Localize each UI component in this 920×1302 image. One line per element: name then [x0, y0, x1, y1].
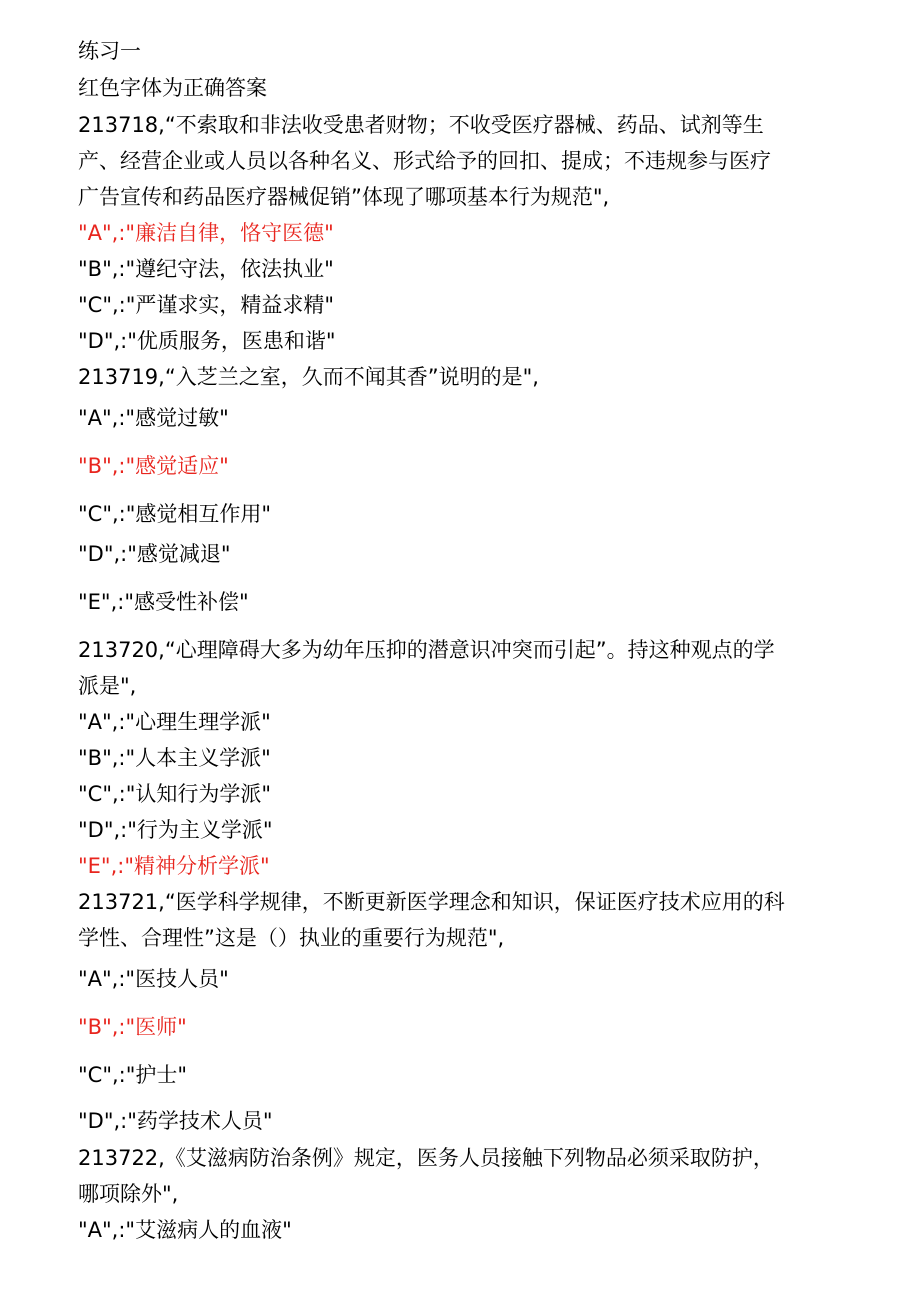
answer-option: "D",:"优质服务，医患和谐": [78, 329, 336, 353]
question-text-line: 213718,“不索取和非法收受患者财物；不收受医疗器械、药品、试剂等生: [78, 113, 764, 137]
answer-option: "A",:"医技人员": [78, 967, 229, 991]
answer-option: "A",:"感觉过敏": [78, 406, 229, 430]
answer-option-correct: "B",:"医师": [78, 1015, 187, 1039]
answer-option: "C",:"严谨求实，精益求精": [78, 293, 335, 317]
question-text-line: 213722,《艾滋病防治条例》规定，医务人员接触下列物品必须采取防护，: [78, 1146, 774, 1170]
answer-option-correct: "A",:"廉洁自律，恪守医德": [78, 221, 334, 245]
question-text-line: 213719,“入芝兰之室，久而不闻其香”说明的是",: [78, 365, 539, 389]
question-text-line: 213720,“心理障碍大多为幼年压抑的潜意识冲突而引起”。持这种观点的学: [78, 638, 775, 662]
question-text-line: 广告宣传和药品医疗器械促销”体现了哪项基本行为规范",: [78, 185, 610, 209]
question-text-line: 学性、合理性”这是（）执业的重要行为规范",: [78, 926, 505, 950]
answer-option: "B",:"人本主义学派": [78, 746, 271, 770]
answer-option: "C",:"护士": [78, 1063, 188, 1087]
answer-key-note: 红色字体为正确答案: [78, 76, 267, 100]
answer-option: "A",:"心理生理学派": [78, 710, 271, 734]
answer-option: "B",:"遵纪守法，依法执业": [78, 257, 334, 281]
answer-option: "E",:"感受性补偿": [78, 590, 249, 614]
answer-option-correct: "E",:"精神分析学派": [78, 854, 270, 878]
answer-option: "D",:"药学技术人员": [78, 1109, 273, 1133]
question-text-line: 派是",: [78, 674, 137, 698]
question-text-line: 213721,“医学科学规律，不断更新医学理念和知识，保证医疗技术应用的科: [78, 890, 785, 914]
answer-option: "C",:"感觉相互作用": [78, 502, 272, 526]
question-text-line: 产、经营企业或人员以各种名义、形式给予的回扣、提成；不违规参与医疗: [78, 149, 771, 173]
answer-option: "A",:"艾滋病人的血液": [78, 1218, 292, 1242]
answer-option-correct: "B",:"感觉适应": [78, 454, 229, 478]
answer-option: "D",:"感觉减退": [78, 542, 231, 566]
question-text-line: 哪项除外",: [78, 1182, 179, 1206]
answer-option: "C",:"认知行为学派": [78, 782, 272, 806]
document-title: 练习一: [78, 39, 141, 63]
answer-option: "D",:"行为主义学派": [78, 818, 273, 842]
